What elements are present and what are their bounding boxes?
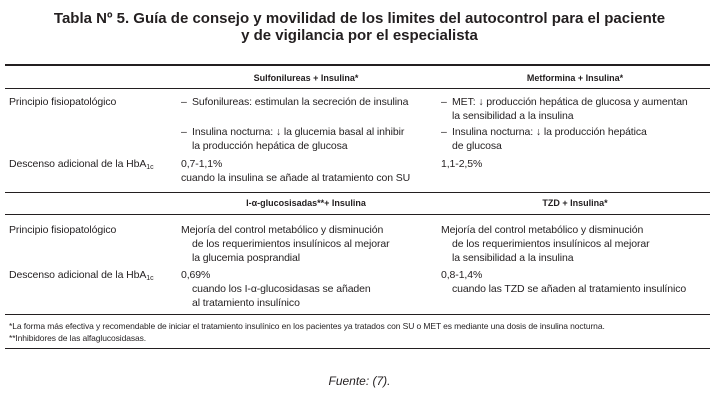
source-caption: Fuente: (7). <box>328 374 391 388</box>
row-label-descenso <box>9 269 154 285</box>
title-line-1: Tabla Nº 5. Guía de consejo y movilidad de los limites del autocontrol para el paciente <box>53 10 666 27</box>
tzd-value: 0,8-1,4% <box>441 269 483 281</box>
insulina-nocturna-text-cont: la producción hepática de glucosa <box>192 140 348 152</box>
metformina-mechanism: MET: ↓ producción hepática de glucosa y aumentan <box>452 96 688 108</box>
tzd-value-note: cuando las TZD se añaden al tratamiento insulínico <box>452 283 687 295</box>
insulina-nocturna-text: Insulina nocturna: ↓ la glucemia basal al inhibir <box>192 126 405 138</box>
header-rule-2 <box>5 214 710 215</box>
metformina-insulina-nocturna: Insulina nocturna: ↓ la producción hepática <box>452 126 647 138</box>
header-alfa-glucosidasas: I-α-glucosisadas**+ Insulina <box>246 198 366 208</box>
bullet-dash: – <box>441 126 447 138</box>
header-metformina: Metformina + Insulina* <box>526 73 624 83</box>
footnote-1: *La forma más efectiva y recomendable de iniciar el tratamiento insulínico en los pacientes ya tratados con SU o MET es mediante una dosis de insulina nocturna. <box>9 321 605 331</box>
sulfonilureas-value: 0,7-1,1% <box>181 158 223 170</box>
descenso-label-text: Descenso adicional de la HbA <box>9 158 147 170</box>
descenso-label-text: Descenso adicional de la HbA <box>9 269 147 281</box>
title-line-2: y de vigilancia por el especialista <box>241 27 478 44</box>
header-sulfonilureas: Sulfonilureas + Insulina* <box>253 73 359 83</box>
alfa-glucosidasas-value-note: cuando los I-α-glucosidasas se añaden <box>192 283 371 295</box>
section-rule <box>5 192 710 193</box>
tzd-text-2: de los requerimientos insulínicos al mejorar <box>452 238 650 250</box>
sulfonilureas-value-note: cuando la insulina se añade al tratamiento con SU <box>181 172 411 184</box>
footnote-rule <box>5 348 710 349</box>
alfa-glucosidasas-text: Mejoría del control metabólico y disminución <box>181 224 384 236</box>
metformina-value: 1,1-2,5% <box>441 158 483 170</box>
bullet-dash: – <box>181 126 187 138</box>
alfa-glucosidasas-text-3: la glucemia posprandial <box>192 252 301 264</box>
tzd-text: Mejoría del control metabólico y disminución <box>441 224 644 236</box>
alfa-glucosidasas-value-note-2: al tratamiento insulínico <box>192 297 300 309</box>
row-label-principio: Principio fisiopatológico <box>9 96 117 108</box>
top-rule <box>5 64 710 66</box>
alfa-glucosidasas-value: 0,69% <box>181 269 211 281</box>
metformina-insulina-nocturna-cont: de glucosa <box>452 140 502 152</box>
header-tzd: TZD + Insulina* <box>542 198 608 208</box>
sulfonilureas-mechanism: Sufonilureas: estimulan la secreción de insulina <box>192 96 409 108</box>
alfa-glucosidasas-text-2: de los requerimientos insulínicos al mejorar <box>192 238 390 250</box>
metformina-mechanism-cont: la sensibilidad a la insulina <box>452 110 574 122</box>
header-rule-1 <box>5 88 710 89</box>
row-label-principio: Principio fisiopatológico <box>9 224 117 236</box>
footnote-2: **Inhibidores de las alfaglucosidasas. <box>9 333 147 343</box>
bottom-rule <box>5 314 710 315</box>
bullet-dash: – <box>441 96 447 108</box>
row-label-descenso <box>9 158 154 174</box>
hba1c-subscript: 1c <box>146 275 154 282</box>
hba1c-subscript: 1c <box>146 164 154 171</box>
bullet-dash: – <box>181 96 187 108</box>
tzd-text-3: la sensibilidad a la insulina <box>452 252 574 264</box>
